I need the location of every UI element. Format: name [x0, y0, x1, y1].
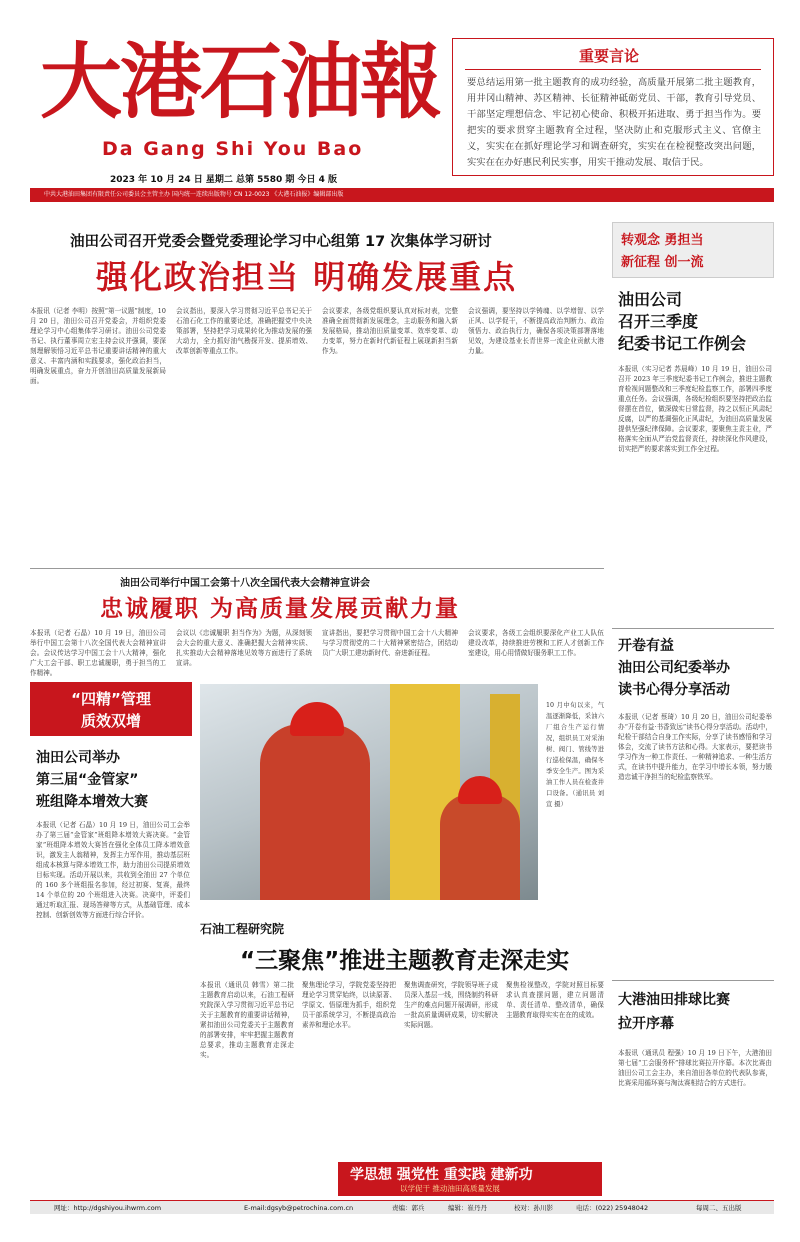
section-divider	[30, 568, 604, 569]
oil-field-photo	[200, 684, 538, 900]
footer-bar	[30, 1200, 774, 1214]
article-political-responsibility	[30, 212, 604, 567]
article-headline: 忠诚履职 为高质量发展贡献力量	[100, 596, 461, 622]
motto-box	[452, 38, 774, 176]
banner-subtext: 以学促干 推动油田高质量发展	[400, 1184, 500, 1193]
banner-line: 质效双增	[80, 712, 141, 730]
motto-title: 重要言论	[579, 47, 640, 65]
sidebar-body: 本报讯（记者 蔡琦）10 月 20 日，油田公司纪委举办“开卷有益·书香致远”读书心得分享活动。活动中，纪检干部结合自身工作实际，分享了读书感悟和学习体会，交流了读书方法和心得。大家表示，要把读书学习作为一种工作责任、一种精神追求、一种生活方式，在读书中提升能力，在学习中增长本领，努力锻造忠诚干净担当的纪检监察铁军。	[618, 713, 772, 781]
footer-website[interactable]: 网址：http://dgshiyou.ihwrm.com	[54, 1204, 162, 1212]
sidebar-headline: 读书心得分享活动	[618, 682, 730, 698]
sidebar-headline: 油田公司	[618, 290, 683, 309]
helmet-shape	[290, 702, 344, 736]
article-union-congress	[30, 572, 604, 680]
article-column: 会议强调，要坚持以学铸魂、以学增智、以学正风、以学促干，不断提高政治判断力、政治领悟力、政治执行力，确保各项决策部署落地见效，为建设基业长青世界一流企业贡献大港力量。	[468, 307, 604, 355]
banner-line: “四精”管理	[71, 690, 151, 708]
footer-phone: 电话：(022) 25948042	[576, 1204, 649, 1212]
strap-text: 中共大港油田集团有限责任公司委员会主管主办 国内统一连续出版物号 CN 12-0023 《大港石油报》编辑部出版	[44, 191, 344, 198]
article-column: 聚焦检视整改，学院对照目标要求认真查摆问题，建立问题清单、责任清单、整改清单，确保主题教育取得实实在在的成效。	[506, 981, 604, 1019]
photo-caption: 10 月中旬以来，气温逐渐降低，采油六厂组合生产运行情况，组织员工对采油树、阀门、管线等进行巡检保温，确保冬季安全生产。图为采油工作人员在检查井口设备。（通讯员 刘宣 摄）	[546, 702, 604, 808]
masthead-strap	[30, 188, 774, 202]
article-kicker: 油田公司召开党委会暨党委理论学习中心组第 17 次集体学习研讨	[70, 234, 492, 250]
article-column: 会议要求，各级党组织要认真对标对表，完整准确全面贯彻新发展理念，主动服务和融入新发展格局，推动油田质量变革、效率变革、动力变革，努力在新时代新征程上展现新担当新作为。	[322, 307, 458, 355]
article-headline: 班组降本增效大赛	[36, 794, 148, 810]
sidebar-headline: 召开三季度	[618, 312, 699, 331]
sidebar-body: 本报讯（通讯员 程强）10 月 19 日下午，大港油田第七届“工会服务杯”排球比赛拉开序幕。本次比赛由油田公司工会主办，来自油田各单位的代表队参赛，比赛采用循环赛与淘汰赛相结合的方式进行。	[618, 1049, 772, 1087]
sidebar-divider	[612, 980, 774, 981]
article-headline: 油田公司举办	[36, 750, 120, 766]
article-column: 宣讲指出，要把学习贯彻中国工会十八大精神与学习贯彻党的二十大精神紧密结合，团结动员广大职工建功新时代、奋进新征程。	[322, 629, 458, 657]
sidebar-headline: 纪委书记工作例会	[618, 334, 747, 353]
slogan-banner	[612, 222, 774, 278]
article-kicker: 石油工程研究院	[200, 922, 285, 936]
article-golden-steward	[30, 682, 192, 1180]
footer-email[interactable]: E-mail:dgsyb@petrochina.com.cn	[244, 1204, 354, 1212]
article-petroleum-institute	[200, 906, 604, 1162]
issue-date: 2023 年 10 月 24 日 星期二 总第 5580 期 今日 4 版	[110, 175, 338, 185]
banner-four-essence	[30, 682, 192, 736]
footer-proofreader: 校对：孙川影	[514, 1204, 553, 1212]
sidebar-headline: 拉开序幕	[618, 1016, 674, 1032]
article-kicker: 油田公司举行中国工会第十八次全国代表大会精神宣讲会	[120, 578, 370, 589]
article-column: 本报讯（记者 石晶）10 月 19 日，油田公司举行中国工会第十八次全国代表大会精神宣讲会。会议传达学习中国工会十八大精神，强化广大工会干部、职工忠诚履职，勇于担当的工作精神。	[30, 629, 166, 676]
worker-figure	[260, 724, 370, 900]
sidebar-volleyball	[612, 980, 774, 1164]
article-column: 聚焦理论学习，学院党委坚持把理论学习贯穿始终，以读原著、学原文、悟原理为抓手，组织党员干部系统学习，不断提高政治素养和理论水平。	[302, 981, 396, 1029]
masthead	[30, 30, 441, 180]
article-headline: “三聚焦”推进主题教育走深走实	[240, 948, 570, 974]
footer-edition: 每周二、五出版	[696, 1204, 742, 1212]
masthead-pinyin: Da Gang Shi You Bao	[102, 138, 364, 160]
slogan-banner-bottom	[338, 1162, 602, 1196]
footer-layout-editor: 编辑：崔丹丹	[448, 1204, 487, 1212]
slogan-line: 新征程 创一流	[621, 255, 704, 270]
article-body: 本报讯（记者 石晶）10 月 19 日，油田公司工会举办了第三届“金管家”班组降本增效大赛决赛。“金管家”班组降本增效大赛旨在强化全体员工降本增效意识，激发主人翁精神，发挥主力军作用，推动基层班组成本核算与降本增效工作，助力油田公司提质增效目标实现。活动开展以来，共收到全油田 27 个单位的 160 多个班组报名参加，经过初赛、复赛，最终 14 个单位的 20 个班组进入决赛。决赛中，评委们通过听取汇报、现场答辩等方式，从基础管理、成本控制、创新创效等方面进行综合评价。	[36, 821, 190, 919]
sidebar-headline: 大港油田排球比赛	[618, 992, 730, 1008]
slogan-line: 转观念 勇担当	[621, 233, 704, 248]
article-column: 本报讯（记者 李明）按照“第一议题”制度，10 月 20 日，油田公司召开党委会，并组织党委理论学习中心组集体学习研讨。油田公司党委书记、执行董事周立宏主持会议并强调，要深刻理解领悟习近平总书记重要讲话精神的重大意义、丰富内涵和实践要求，强化政治担当，明确发展重点，奋力开创油田高质量发展新局面。	[30, 307, 166, 385]
sidebar-headline: 油田公司纪委举办	[618, 660, 730, 676]
sidebar-body: 本报讯（实习记者 苏晨峰）10 月 19 日，油田公司召开 2023 年三季度纪委书记工作例会，推进主题教育检视问题整改和三季度纪检监察工作，部署四季度重点任务。会议强调，各级纪检组织要坚持把政治监督摆在首位，做深做实日常监督，持之以恒正风肃纪反腐，以严的基调强化正风肃纪，为油田高质量发展提供坚强纪律保障。会议要求，要聚焦主责主业，严格落实全面从严治党监督责任，持续深化作风建设，切实把严的要求落实到工作全过程。	[618, 365, 772, 453]
sidebar-disciplinary-meeting	[612, 222, 774, 622]
banner-text: 学思想 强党性 重实践 建新功	[350, 1167, 533, 1183]
article-column: 本报讯（通讯员 韩雪）第二批主题教育启动以来，石油工程研究院深入学习贯彻习近平总书记关于主题教育的重要讲话精神，紧扣油田公司党委关于主题教育的部署安排，牢牢把握主题教育总要求，推动主题教育走深走实。	[200, 981, 294, 1059]
article-headline: 强化政治担当 明确发展重点	[96, 258, 518, 296]
sidebar-reading-activity	[612, 628, 774, 958]
article-column: 会议指出，要深入学习贯彻习近平总书记关于石油石化工作的重要论述，准确把握党中央决策部署，坚持把学习成果转化为推动发展的强大动力，全力抓好油气勘探开发、提质增效、改革创新等重点工作。	[176, 307, 312, 355]
sidebar-kicker: 开卷有益	[618, 638, 674, 654]
footer-editor: 责编：郭兵	[392, 1204, 425, 1212]
sidebar-divider	[612, 628, 774, 629]
article-column: 会议要求，各级工会组织要深化产业工人队伍建设改革，持续推进劳模和工匠人才创新工作室建设，用心用情做好服务职工工作。	[468, 629, 604, 657]
article-column: 聚焦调查研究，学院领导班子成员深入基层一线，围绕制约科研生产的难点问题开展调研，形成一批高质量调研成果，切实解决实际问题。	[404, 981, 498, 1029]
motto-body: 要总结运用第一批主题教育的成功经验，高质量开展第二批主题教育，用井冈山精神、苏区精神、长征精神砥砺党员、干部，教育引导党员、干部坚定理想信念、牢记初心使命、积极开拓进取、勇于担当作为。要把实的要求贯穿主题教育全过程，坚决防止和克服形式主义、官僚主义，实实在在抓好理论学习和调查研究，实实在在检视整改突出问题，实实在在办好惠民利民实事，用实干推动发展、取信于民。	[467, 77, 761, 168]
motto-divider	[465, 69, 761, 70]
article-column: 会议以《忠诚履职 担当作为》为题，从深刻领会大会的重大意义、准确把握大会精神实质、扎实推动大会精神落地见效等方面进行了系统宣讲。	[176, 629, 312, 667]
worker-figure	[440, 794, 520, 900]
article-headline: 第三届“金管家”	[36, 772, 139, 788]
masthead-title: 大港石油報	[40, 34, 441, 130]
